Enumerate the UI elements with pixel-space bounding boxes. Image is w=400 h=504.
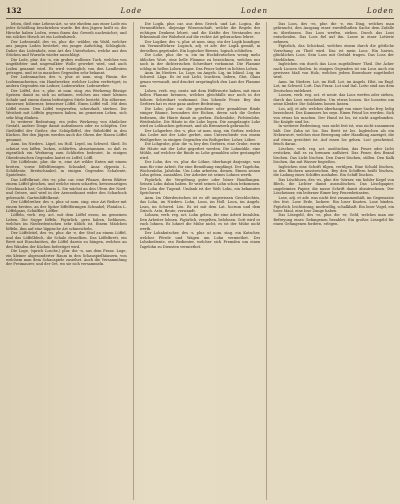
entry-text: Das Lösegeld, des -es, plur. die -er, Geld, welches man zur Befreyung eines Gefangenen bezahlet. Ein großes Lösegeld für einen Gefangenen fordern, erlegen. [273, 213, 395, 227]
entry-text: Die Lohe, plur. die -n, ein im Hochdeutschen wenig mehr übliches Wort, eine helle Flamme zu bezeichnen, welches nur noch in der dichterischen Schreibart vorkommt. Die Flamme schlug in hellen Lohen empor. Das Feuer lodert in lichten Lohen. [139, 53, 261, 71]
dictionary-entry [273, 147, 394, 165]
dictionary-entry [273, 44, 394, 62]
entry-text: Los, adj. et adv. welches überhaupt von einer Sache frey, ledig bezeichnet. Des Kummers los seyn. Einen Feind los werden. Sich von etwas los machen. Der Hund ist los, ist nicht angebunden. Die Knöpfe sind los. [273, 106, 395, 124]
dictionary-entry [140, 178, 261, 196]
dictionary-entry [273, 107, 394, 125]
left-headword: Lode [120, 7, 143, 15]
dictionary-entry [6, 58, 127, 76]
entry-text: Ingleichen ein durch das Loos zugefallener Theil. Die Äcker nach Loosen theilen. In einigen Gegenden ist ein Loos auch ein gewisses Maß von Holz, welches jedem Einwohner zugetheilet wird. [273, 62, 395, 80]
column-divider [133, 22, 134, 500]
center-headword: Loden [241, 7, 269, 15]
entry-text: Anm. Im Nieders. Läpel, im Holl. Lepel, im Schwed. Sked. Es scheint von laffen, lecken, schlürfen, abzustammen, so daß es eigentlich ein Werkzeug zum Schlürfen bedeutet. In einigen Oberdeutschen Gegenden lautet es Leffel, Löffl. [6, 142, 127, 160]
running-header [6, 5, 394, 17]
dictionary-entry [6, 200, 127, 213]
column-3 [273, 22, 394, 500]
entry-text: Löffeln, verb. reg. act. mit dem Löffel essen, im gemeinen Leben. Die Suppe löffeln. Figürlich, gern haben, liebkosen, welches im Niederdeutschen sehr üblich ist. Einem Mädchen löffeln, ihm auf eine läppische Art schmeicheln. [6, 213, 127, 231]
dictionary-entry [140, 129, 261, 142]
dictionary-entry [140, 142, 261, 160]
entry-text: Der Lodenmacher, des -s, plur. ut nom. sing. Fämin. die Lodenmacherinn, ein Handwerker, welcher Loden verfertiget; in andern Gegenden ein Lodner, Lodenwirker, Lodenweber. [6, 75, 127, 89]
dictionary-entry [6, 22, 127, 40]
dictionary-entry [6, 75, 127, 88]
entry-text: Lohen, verb. reg. neutr. mit dem Hülfsworte haben, mit einer hellen Flamme brennen, welches gleichfalls nur noch in der höhern Schreibart vorkommt. Das lohende Feuer. Bey den Gerbern hat es eine ganz andere Bedeutung. [139, 88, 261, 107]
entry-text: Löschen, verb. reg. act. auslöschen, das Feuer oder Licht ersticken, daß es zu brennen aufhöret. Das Feuer, den Brand löschen. Das Licht löschen. Den Durst löschen, stillen. Den Kalk löschen, ihn mit Wasser begießen. [273, 146, 395, 165]
entry-text: Lohnen, verb. reg. act. Lohn geben, für eine Arbeit bezahlen. Den Arbeiter lohnen. Figürlich, vergelten, belohnen. Gott wird es euch lohnen. Es lohnet die Mühe nicht, es ist der Mühe nicht werth. [139, 213, 261, 231]
dictionary-entry [140, 71, 261, 89]
column-divider [266, 22, 267, 500]
dictionary-entry [273, 196, 394, 214]
dictionary-entry [273, 165, 394, 178]
dictionary-entry [6, 142, 127, 160]
entry-text: Das Loos, des -es, plur. die -e, ein Ding, welches man gebraucht, den Ausgang einer zweifelhaften Sache dem Zufalle zu überlassen. Das Loos werfen, ziehen. Durch das Loos entscheiden. Das Loos fiel auf ihn. Loose in einer Lotterie nehmen. [273, 22, 395, 44]
entry-text: Lose, adj. et adv. was nicht fest zusammenhält, im Gegensatze des fest. Lose Erde, lockere. Ein loser Knoten. Lose binden. Figürlich, leichtsinnig, muthwillig, schalkhaft. Ein loser Vogel, ein loses Maul, eine lose Zunge haben. [273, 195, 395, 214]
entry-text: Loosen, verb. reg. act. et neutr. das Loos werfen oder ziehen, durch das Loos entscheiden. Um etwas loosen. Sie looseten um seine Kleider. Die Soldaten loosen lassen. [273, 93, 395, 107]
page-number: 132 [6, 6, 22, 15]
entry-text: In weiterer Bedeutung, ein jedes Werkzeug von ähnlicher Gestalt, andere Dinge damit aufzufassen oder zu schöpfen. Der Gießlöffel der Gießer, der Schöpflöffel, der Rührlöffel in den Küchen. Bei den Jägern werden auch die Ohren der Hasen Löffel genannt. [6, 119, 127, 142]
dictionary-entry [273, 62, 394, 80]
dictionary-entry [6, 160, 127, 178]
entry-text: Anm. Im Nieders. Lot, im Holl. Lot, im Angels. Hlot, im Engl. Lot, im Schwed. Lott. Das Franz. Lot und Ital. Lotto sind aus dem Deutschen entlehnet. [273, 79, 395, 93]
entry-text: Der Lohnkutscher, des -s, plur. ut nom. sing. ein Kutscher, welcher Pferde und Wagen um Lohn vermiethet. Der Lohnbediente, ein Bedienter, welcher sich Fremden um einen Tagelohn zu Diensten vermiethet. [139, 231, 261, 249]
right-headword: Loden [366, 7, 394, 15]
dictionary-entry [6, 178, 127, 200]
dictionary-entry [273, 22, 394, 44]
dictionary-entry [140, 213, 261, 231]
dictionary-entry [6, 231, 127, 249]
text-columns [6, 22, 394, 500]
entry-text: Der Lohn, des -es, plur. die Löhne, überhaupt dasjenige, was man für eine Arbeit, für eine Bemühung empfängt. Der Tagelohn, Wochenlohn, Jahrlohn. Um Lohn arbeiten, dienen. Einem seinen Lohn geben, auszahlen. Der Arbeiter ist seines Lohnes werth. [139, 160, 261, 178]
dictionary-entry [273, 124, 394, 146]
dictionary-entry [140, 196, 261, 214]
dictionary-entry [140, 40, 261, 53]
entry-text: Der Löffel, des -s, plur. ut nom. sing. ein Werkzeug flüssige Speisen damit zu sich zu nehmen, welches aus einer kleinen Schale und einem daran befestigten Stiele besteht. Ein silberner, zinnerner, hölzerner, beinerner Löffel. Einen Löffel voll. Mit dem Löffel essen. Den Löffel wegwerfen, scherzhaft, sterben. Die Weisheit mit Löffeln gegessen haben, im gemeinen Leben, sich sehr klug dünken. [6, 88, 127, 120]
dictionary-entry [273, 93, 394, 106]
dictionary-entry [140, 107, 261, 129]
dictionary-entry [273, 213, 394, 226]
entry-text: Der Lodenwald, des -es, plur. die -wälder, ein Wald, welcher aus jungen Loden bestehet, ein junger Aufschlag, Schlagholz. Daher das Lodenholz, eine Art des Unterholzes, welche aus den Stöcken und Wurzeln wieder ausschlägt. [6, 39, 127, 58]
entry-text: Figürlich, das Schicksal, welches einem durch die göttliche Vorsehung zu Theil wird. Das ist mein Loos. Ein hartes, glückliches Loos. Sein Loos mit Geduld tragen. Das Loos der Sterblichen. [273, 44, 395, 62]
entry-text: Die Lohgrube, plur. die -n, bey den Gerbern, eine Grube, worin die Häute mit der Lohe gegerbet werden. Die Lohmühle, eine Mühle, auf welcher die Rinde zu Lohe gemahlen oder gestampfet wird. [139, 142, 261, 160]
dictionary-entry [140, 89, 261, 107]
entry-text: Die Löffelente, plur. die -n, eine Art wilder Enten mit einem breiten, vorne löffelförmigen Schnabel; Anas clypeata L. Schildente, Breitschnabel, in einigen Gegenden Schalente, Spatelente. [6, 160, 127, 178]
dictionary-entry [140, 22, 261, 40]
header-rule [6, 18, 394, 19]
dictionary-entry [140, 160, 261, 178]
dictionary-entry [6, 120, 127, 142]
entry-text: Das Löschhorn, des -es, plur. die -hörner, ein hohler Kegel von Blech, die Lichter damit auszulöschen. Das Löschpapier, ungeleimtes Papier, die nasse Schrift damit abzutrocknen. Der Löscheimer, ein lederner Eimer bey Feuersbrünsten. [273, 177, 395, 196]
dictionary-entry [273, 80, 394, 93]
column-2 [140, 22, 261, 500]
dictionary-entry [273, 178, 394, 196]
entry-text: Das Löffelkraut, des -es, plur. car. eine Pflanze, deren Blätter einem Löffel gleichen, und welche einen scharfen, kressenartigen Geschmack hat; Cochlearia L. Sie wächst an den Ufern der Nord- und Ostsee, und wird in der Arzeneikunst wider den Scharbock gebraucht. Gartenlöffelkraut. [6, 177, 127, 200]
entry-text: In weiterer Bedeutung, was nicht fest ist, was nicht zusammen hält. Der Zahn ist los. Das Brett ist los. Ingleichen als ein Nebenwort, welches eine Bewegung oder Handlung anzeiget, die auf etwas gerichtet ist. Auf einen los gehen. Los! geschwind, frisch daran. [273, 124, 395, 147]
dictionary-entry [6, 249, 127, 267]
entry-text: Die Lode, plur. die -n, ein grobes wollenes Tuch, welches von ungefärbter und ungewalkter Wolle gewebet wird, und auch Loden genannt wird. Es wird vorzüglich von den Landleuten getragen, und ist in manchen Gegenden sehr bekannt. [6, 57, 127, 75]
dictionary-entry [6, 89, 127, 120]
entry-text: Die Loge, (sprich Losche,) plur. die -n, aus dem Franz. Loge, ein kleiner abgesonderter Raum in den Schauspielhäusern, von welchem man dem Schauspiele zusiehet. Auch die Versammlung der Freimaurer, und der Ort, wo sie sich versammeln. [6, 249, 127, 267]
entry-text: Die Lohe, plur. car. die gestoßene oder gemahlene Rinde einiger Bäume, besonders der Eichen, deren sich die Gerber bedienen, die Häute damit zu gerben. Eichenlohe, Fichtenlohe, Weidenlohe. Die Häute in die Lohe legen. Die ausgelaugte Lohe wird zu Lohkuchen geformet, und als Brennwerk gebraucht. [139, 106, 261, 129]
entry-text: Anm. Im Oberdeutschen ist es oft ungewissen Geschlechtes, das Lohn, im Nieders. Lohn, Loon, im Holl. Loon, im Angels. Lean, im Schwed. Lön. Es ist mit dem Lat. lucrum und dem Griech. Λεία, Beute, verwandt. [139, 195, 261, 214]
dictionary-entry [140, 231, 261, 249]
entry-text: leben, dieß eine Lebens-Art, so wie ehedem aus einer Lode ein jeder Schößling beschrieben wurde. Bei den Jägern heißt es, die Hirsche haben Loden, wenn ihnen das Geweih nachwächst; und ein solcher Hirsch ist ein Lodenhirsch. [6, 22, 127, 40]
column-1 [6, 22, 127, 500]
dictionary-entry [140, 53, 261, 71]
dictionary-entry [6, 213, 127, 231]
entry-text: Figürlich, die Vergeltung guter oder böser Handlungen. Seinen Lohn dahin haben. Er wird seinen Lohn schon bekommen. Der Lohn der Tugend. Undank ist der Welt Lohn, ein bekanntes Sprichwort. [139, 177, 261, 196]
entry-text: Ingleichen eine Schrift tilgen, vertilgen. Eine Schuld löschen, in den Büchern ausstreichen. Bey den Schiffern heißt löschen, die Ladung eines Schiffes ausladen. Ein Schiff löschen. [273, 164, 395, 178]
entry-text: Der Löffelreiher, des -s, plur. ut nom. sing. eine Art Reiher mit einem breiten, an der Spitze löffelförmigen Schnabel; Platalea L. Löffelgans, Schüffler, Löffler. [6, 200, 127, 214]
entry-text: Anm. Im Nieders. Lo, Loge, im Angels. Lig, im Isländ. Log, im Schwed. Låga. Es ist mit Licht, leuchten, lodern, Glut, Glanz genau verwandt, und drucket ursprünglich den Laut der Flamme aus. [139, 70, 261, 89]
entry-text: Die Logik, plur. car. aus dem Griech. und Lat. Logica, die Vernunftlehre, diejenige Wissenschaft, welche die Regeln des richtigen Denkens lehret, und die Kräfte des Verstandes zur Erkenntniß der Wahrheit auf die rechte Art gebrauchen lehret. [139, 22, 261, 40]
entry-text: Der Löffelstiel, des -es, plur. die -e, der Stiel an einem Löffel, und das Löffelblech, die Schale desselben. Das Löffelbrett, ein Brett mit Einschnitten, die Löffel darein zu hängen, welches an den Wänden der Küchen befestiget wird. [6, 231, 127, 249]
entry-text: Der Lohgerber, des -s, plur. ut nom. sing. ein Gerber, welcher das Leder mit der Lohe gerbet, zum Unterschiede von einem Weißgerber; in einigen Gegenden ein Rothgerber, Loher, Löher. [139, 128, 261, 142]
entry-text: Der Logiker, des -s, plur. ut nom. sing. ein der Logik kundiger, ein Vernunftlehrer. Logisch, adj. et adv. der Logik gemäß, in derselben gegründet. Ein logischer Beweis, logisch schließen. [139, 39, 261, 53]
dictionary-entry [6, 40, 127, 58]
